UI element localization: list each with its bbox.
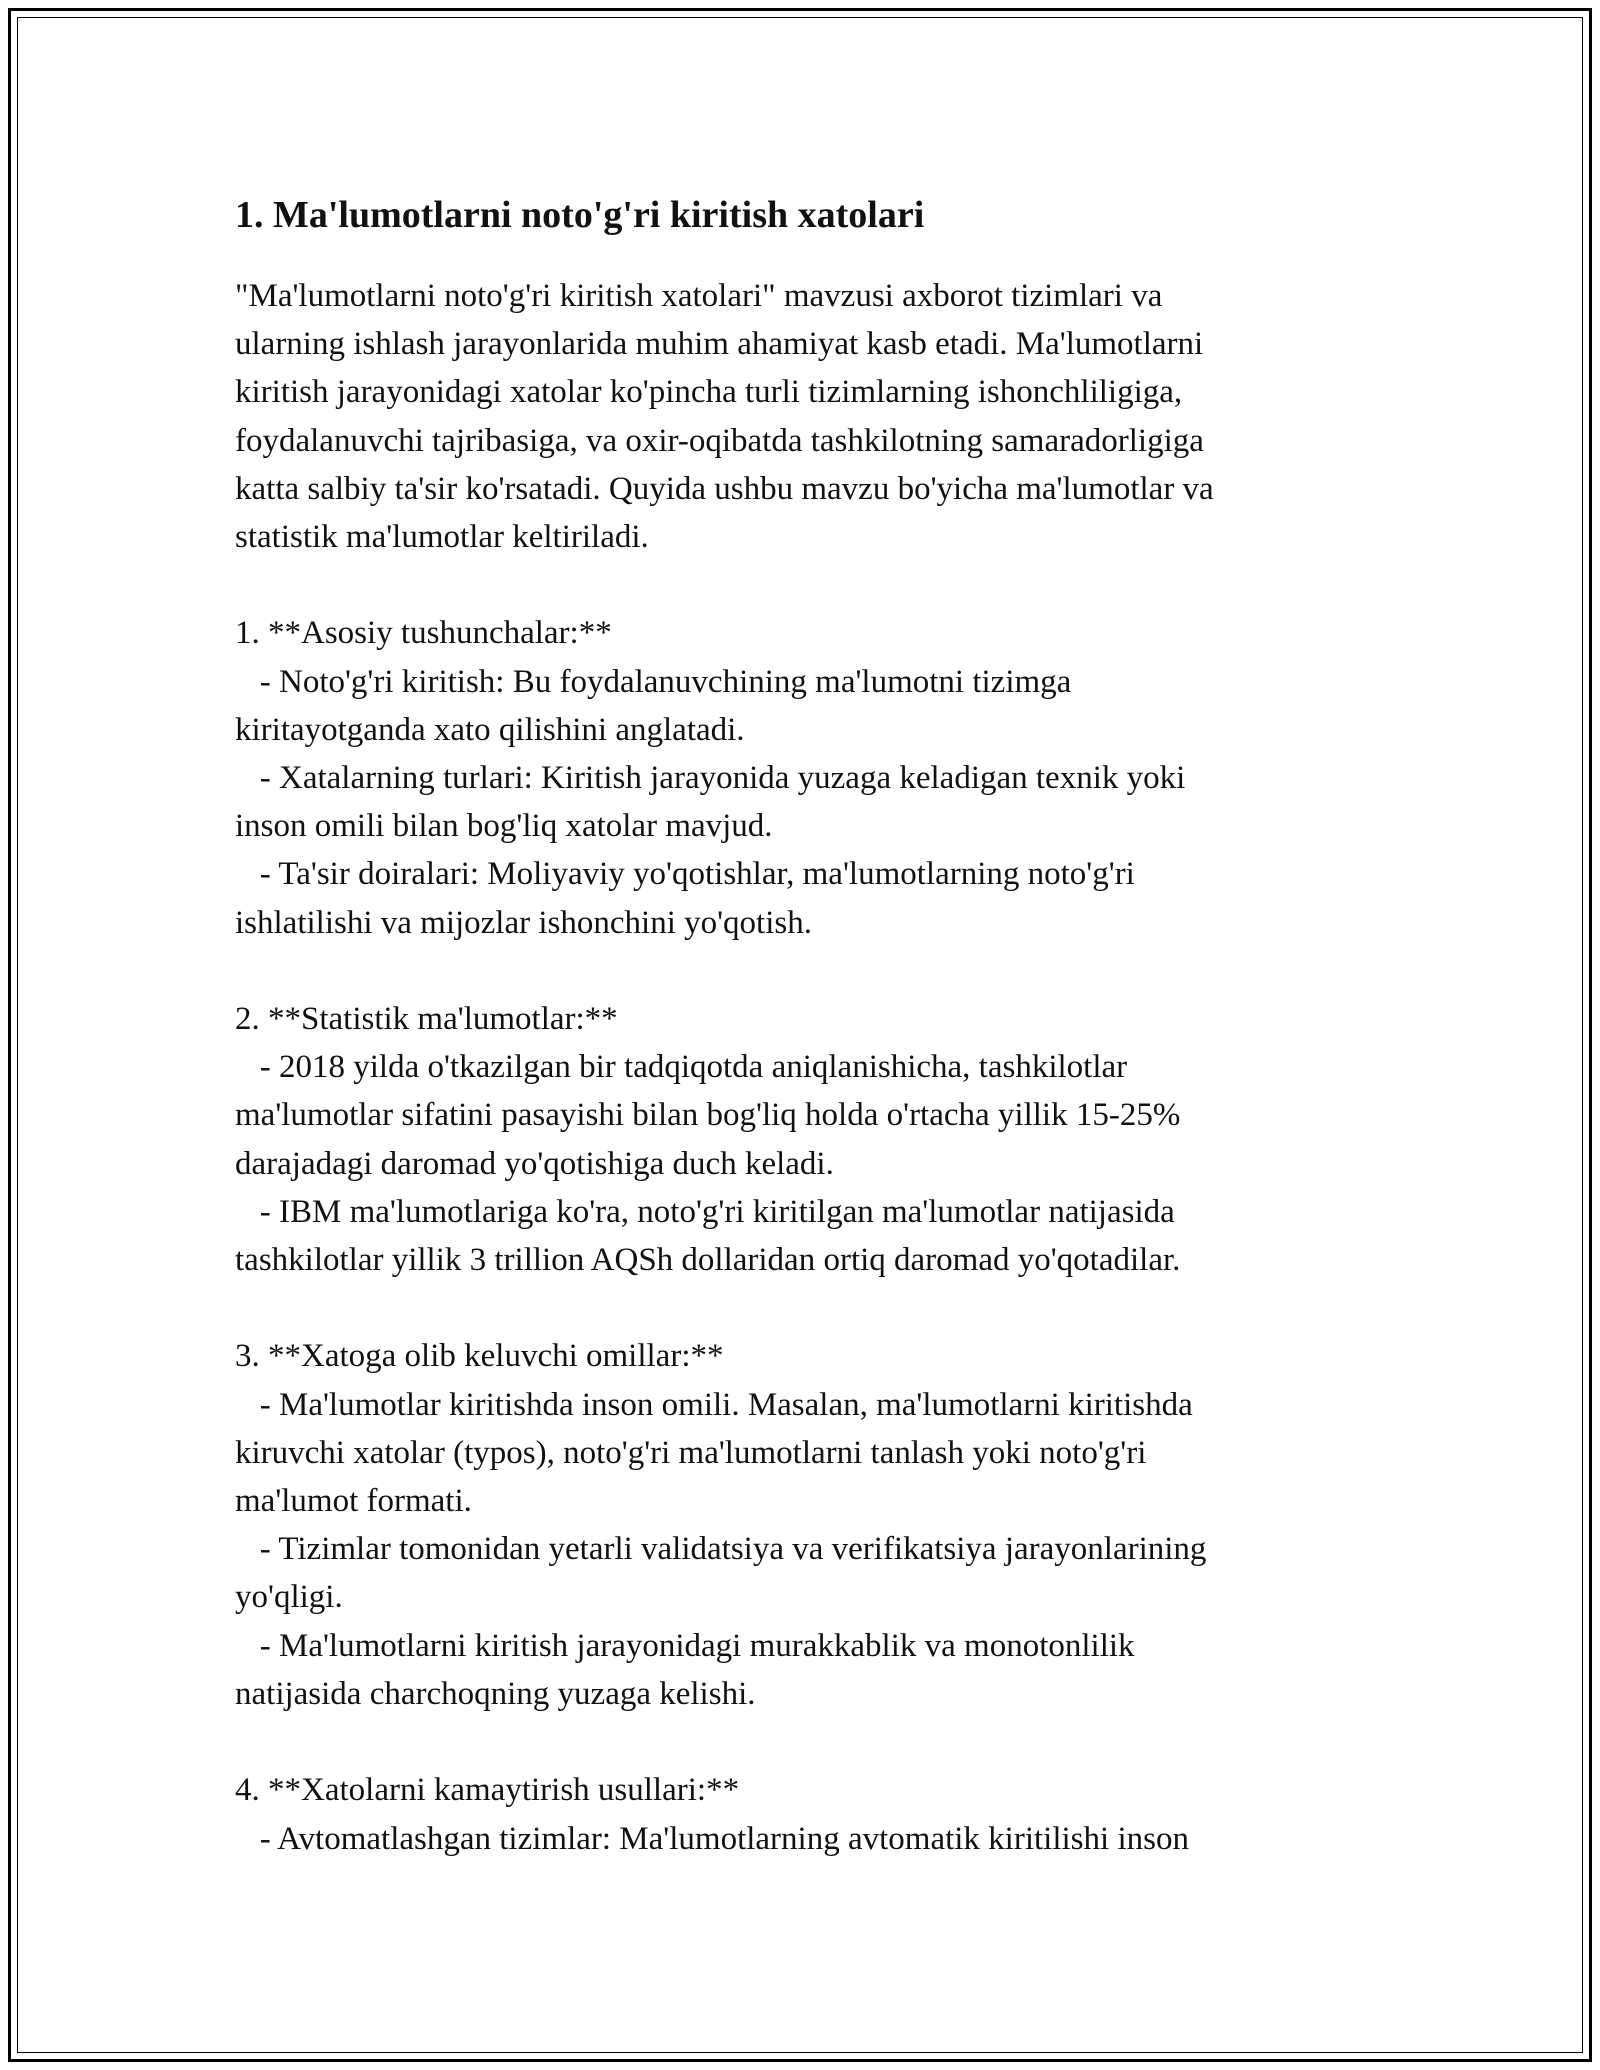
document-body-text: "Ma'lumotlarni noto'g'ri kiritish xatolari" mavzusi axborot tizimlari va ularning ishlash jarayonlarida muhim ahamiyat kasb etadi. Ma'lumotlarni kiritish jarayonidagi xatolar ko'pincha turli tizimlarning ishonchliligiga, foydalanuvchi tajribasiga, va oxir-oqibatda tashkilotning samaradorligiga katta salbiy ta'sir ko'rsatadi. Quyida ushbu mavzu bo'yicha ma'lumotlar va statistik ma'lumotlar keltiriladi. 1. **Asosiy tushunchalar:** - Noto'g'ri kiritish: Bu foydalanuvchining ma'lumotni tizimga kiritayotganda xato qilishini anglatadi. - Xatalarning turlari: Kiritish jarayonida yuzaga keladigan texnik yoki inson omili bilan bog'liq xatolar mavjud. - Ta'sir doiralari: Moliyaviy yo'qotishlar, ma'lumotlarning noto'g'ri ishlatilishi va mijozlar ishonchini yo'qotish. 2. **Statistik ma'lumotlar:** - 2018 yilda o'tkazilgan bir tadqiqotda aniqlanishicha, tashkilotlar ma'lumotlar sifatini pasayishi bilan bog'liq holda o'rtacha yillik 15-25% darajadagi daromad yo'qotishiga duch keladi. - IBM ma'lumotlariga ko'ra, noto'g'ri kiritilgan ma'lumotlar natijasida tashkilotlar yillik 3 trillion AQSh dollaridan ortiq daromad yo'qotadilar. 3. **Xatoga olib keluvchi omillar:** - Ma'lumotlar kiritishda inson omili. Masalan, ma'lumotlarni kiritishda kiruvchi xatolar (typos), noto'g'ri ma'lumotlarni tanlash yoki noto'g'ri ma'lumot formati. - Tizimlar tomonidan yetarli validatsiya va verifikatsiya jarayonlarining yo'qligi. - Ma'lumotlarni kiritish jarayonidagi murakkablik va monotonlilik natijasida charchoqning yuzaga kelishi. 4. **Xatolarni kamaytirish usullari:** - Avtomatlashgan tizimlar: Ma'lumotlarning avtomatik kiritilishi inson: [235, 278, 1214, 1857]
document-title: 1. Ma'lumotlarni noto'g'ri kiritish xatolari: [235, 194, 925, 236]
document-content: [235, 188, 1385, 1863]
